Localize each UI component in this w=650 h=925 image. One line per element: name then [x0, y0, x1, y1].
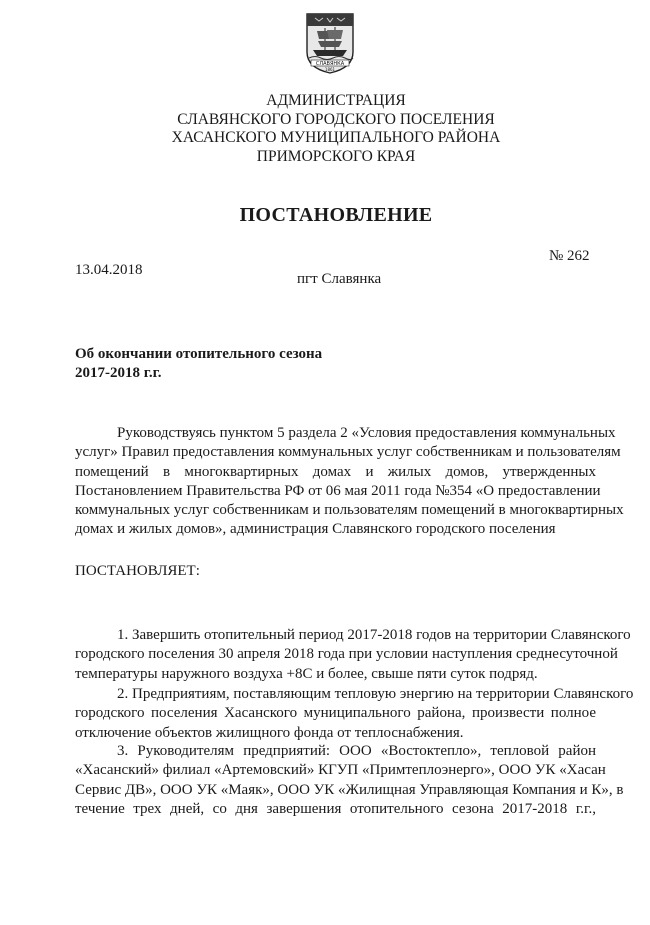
coat-of-arms-emblem	[305, 12, 355, 74]
paragraph-line: Постановлением Правительства РФ от 06 мая 2011 года №354 «О предоставлении	[75, 482, 601, 499]
svg-text:1861: 1861	[324, 67, 336, 72]
paragraph-line: городского поселения 30 апреля 2018 года при условии наступления среднесуточной	[75, 646, 618, 663]
paragraph-line: температуры наружного воздуха +8С и более, свыше пяти суток подряд.	[75, 665, 538, 682]
paragraph-line: течение трех дней, со дня завершения отопительного сезона 2017-2018 г.г.,	[75, 800, 596, 817]
preamble-paragraph	[75, 424, 624, 540]
document-subject	[75, 345, 322, 383]
subject-line: Об окончании отопительного сезона	[75, 346, 323, 362]
paragraph-line: помещений в многоквартирных домах и жилых домов, утвержденных	[75, 463, 596, 480]
paragraph-line: коммунальных услуг собственникам и пользователям помещений в многоквартирных	[75, 502, 624, 519]
organization-header	[0, 92, 650, 166]
paragraph-line: домах и жилых домов», администрация Славянского городского поселения	[75, 521, 556, 538]
item-3-paragraph	[75, 742, 624, 819]
org-line: ХАСАНСКОГО МУНИЦИПАЛЬНОГО РАЙОНА	[171, 129, 501, 146]
document-place: пгт Славянка	[297, 271, 382, 287]
item-2-paragraph	[75, 685, 634, 743]
paragraph-line: 3. Руководителям предприятий: ООО «Востоктепло», тепловой район	[117, 743, 596, 759]
ship-emblem-icon	[305, 12, 355, 74]
paragraph-line: Сервис ДВ», ООО УК «Маяк», ООО УК «Жилищная Управляющая Компания и К», в	[75, 781, 624, 798]
paragraph-line: 1. Завершить отопительный период 2017-2018 годов на территории Славянского	[117, 627, 631, 643]
org-line: ПРИМОРСКОГО КРАЯ	[256, 147, 416, 165]
decree-word: ПОСТАНОВЛЯЕТ:	[75, 563, 200, 579]
paragraph-line: Руководствуясь пунктом 5 раздела 2 «Условия предоставления коммунальных	[117, 425, 616, 441]
paragraph-line: городского поселения Хасанского муниципального района, произвести полное	[75, 705, 596, 722]
document-date: 13.04.2018	[75, 262, 143, 278]
svg-text:СЛАВЯНКА: СЛАВЯНКА	[315, 61, 345, 67]
document-number: № 262	[549, 248, 590, 264]
paragraph-line: услуг» Правил предоставления коммунальных услуг собственникам и пользователям	[75, 444, 621, 461]
paragraph-line: 2. Предприятиям, поставляющим тепловую энергию на территории Славянского	[117, 686, 634, 702]
org-line: АДМИНИСТРАЦИЯ	[266, 92, 406, 109]
subject-line: 2017-2018 г.г.	[75, 365, 162, 381]
paragraph-line: отключение объектов жилищного фонда от теплоснабжения.	[75, 724, 464, 741]
document-title: ПОСТАНОВЛЕНИЕ	[239, 204, 433, 226]
paragraph-line: «Хасанский» филиал «Артемовский» КГУП «Примтеплоэнерго», ООО УК «Хасан	[75, 762, 606, 779]
item-1-paragraph	[75, 626, 631, 684]
org-line: СЛАВЯНСКОГО ГОРОДСКОГО ПОСЕЛЕНИЯ	[177, 110, 495, 128]
